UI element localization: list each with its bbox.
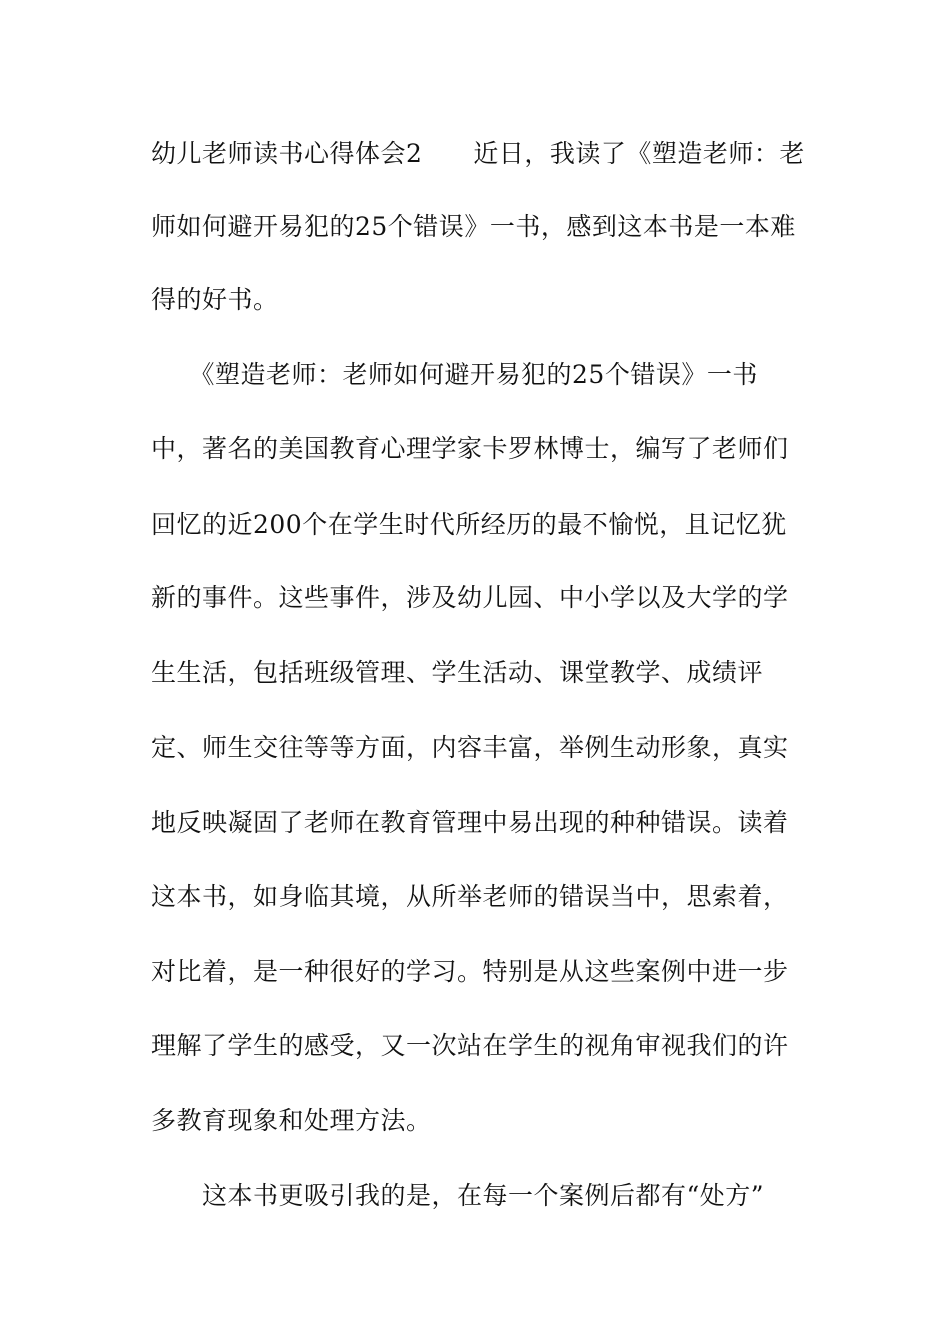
text-line-10: 地反映凝固了老师在教育管理中易出现的种种错误。读着	[151, 808, 789, 837]
text-line-1: 幼儿老师读书心得体会2 近日，我读了《塑造老师：老	[151, 139, 805, 168]
text-line-2: 师如何避开易犯的25个错误》一书，感到这本书是一本难	[151, 212, 796, 241]
text-line-4: 《塑造老师：老师如何避开易犯的25个错误》一书	[151, 360, 758, 389]
text-line-9: 定、师生交往等等方面，内容丰富，举例生动形象，真实	[151, 733, 789, 762]
text-line-5: 中，著名的美国教育心理学家卡罗林博士，编写了老师们	[151, 434, 789, 463]
text-line-15: 这本书更吸引我的是，在每一个案例后都有“处方”	[151, 1181, 765, 1210]
text-line-6: 回忆的近200个在学生时代所经历的最不愉悦，且记忆犹	[151, 510, 787, 539]
text-line-14: 多教育现象和处理方法。	[151, 1106, 432, 1135]
text-line-8: 生生活，包括班级管理、学生活动、课堂教学、成绩评	[151, 658, 764, 687]
text-line-12: 对比着，是一种很好的学习。特别是从这些案例中进一步	[151, 957, 789, 986]
text-line-13: 理解了学生的感受，又一次站在学生的视角审视我们的许	[151, 1031, 789, 1060]
text-line-3: 得的好书。	[151, 285, 279, 314]
text-line-7: 新的事件。这些事件，涉及幼儿园、中小学以及大学的学	[151, 583, 789, 612]
text-line-11: 这本书，如身临其境，从所举老师的错误当中，思索着，	[151, 882, 789, 911]
